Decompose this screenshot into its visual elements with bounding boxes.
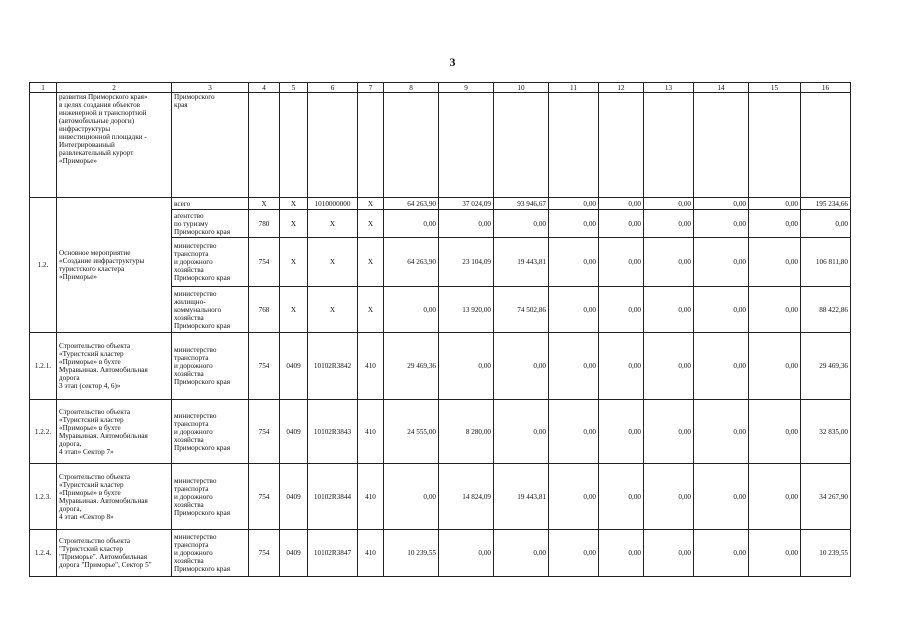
value-cell: 0,00 xyxy=(644,210,694,238)
value-cell: 32 835,00 xyxy=(801,400,851,464)
executor-cell: Приморского края xyxy=(172,93,249,198)
value-cell: 0,00 xyxy=(599,287,644,333)
header-cell: 2 xyxy=(57,83,172,93)
value-cell: 14 824,09 xyxy=(439,464,494,530)
value-cell: Х xyxy=(280,287,308,333)
table-row xyxy=(30,198,851,210)
value-cell: Х xyxy=(358,238,384,287)
value-cell: 106 811,80 xyxy=(801,238,851,287)
value-cell: 93 946,67 xyxy=(494,198,549,210)
header-cell: 5 xyxy=(280,83,308,93)
value-cell: 0,00 xyxy=(644,287,694,333)
table-row xyxy=(30,464,851,530)
header-cell: 9 xyxy=(439,83,494,93)
value-cell: 0,00 xyxy=(694,400,749,464)
value-cell: 410 xyxy=(358,530,384,577)
empty-cell xyxy=(249,93,280,198)
value-cell: 0,00 xyxy=(749,238,801,287)
value-cell: 0,00 xyxy=(549,198,599,210)
header-cell: 3 xyxy=(172,83,249,93)
value-cell: 0,00 xyxy=(549,400,599,464)
value-cell: 10 239,55 xyxy=(801,530,851,577)
value-cell: 0,00 xyxy=(644,530,694,577)
value-cell: 0,00 xyxy=(644,198,694,210)
row-number-cell: 1.2.3. xyxy=(30,464,57,530)
executor-cell: министерство транспорта и дорожного хозяйства Приморского края xyxy=(172,400,249,464)
empty-cell xyxy=(358,93,384,198)
value-cell: 0,00 xyxy=(599,198,644,210)
row-number-cell xyxy=(30,93,57,198)
value-cell: 0,00 xyxy=(749,198,801,210)
value-cell: 0,00 xyxy=(749,333,801,400)
value-cell: 1010000000 xyxy=(308,198,358,210)
empty-cell xyxy=(801,93,851,198)
executor-cell: министерство транспорта и дорожного хозяйства Приморского края xyxy=(172,464,249,530)
row-number-cell: 1.2.4. xyxy=(30,530,57,577)
header-cell: 11 xyxy=(549,83,599,93)
value-cell: 768 xyxy=(249,287,280,333)
header-cell: 14 xyxy=(694,83,749,93)
value-cell: 0409 xyxy=(280,333,308,400)
value-cell: 0,00 xyxy=(644,333,694,400)
empty-cell xyxy=(644,93,694,198)
value-cell: Х xyxy=(358,210,384,238)
table-row xyxy=(30,400,851,464)
value-cell: 195 234,66 xyxy=(801,198,851,210)
value-cell: 0,00 xyxy=(439,210,494,238)
value-cell: 0,00 xyxy=(694,210,749,238)
value-cell: 10102R3844 xyxy=(308,464,358,530)
value-cell: 19 443,81 xyxy=(494,464,549,530)
value-cell: 0,00 xyxy=(694,333,749,400)
value-cell: 0,00 xyxy=(599,238,644,287)
value-cell: Х xyxy=(358,287,384,333)
value-cell: 0409 xyxy=(280,464,308,530)
value-cell: 10102R3842 xyxy=(308,333,358,400)
value-cell: 0,00 xyxy=(494,333,549,400)
header-cell: 10 xyxy=(494,83,549,93)
value-cell: 0409 xyxy=(280,400,308,464)
value-cell: 754 xyxy=(249,333,280,400)
activity-name-cell: Строительство объекта «Туристский кластер «Приморье» в бухте Муравьиная. Автомобильная дорога, 4 этап «Сектор 8» xyxy=(57,464,172,530)
value-cell: 0,00 xyxy=(644,400,694,464)
header-cell: 6 xyxy=(308,83,358,93)
empty-cell xyxy=(439,93,494,198)
value-cell: 754 xyxy=(249,238,280,287)
value-cell: 780 xyxy=(249,210,280,238)
value-cell: Х xyxy=(280,210,308,238)
value-cell: 0,00 xyxy=(384,287,439,333)
value-cell: 0,00 xyxy=(694,287,749,333)
value-cell: 754 xyxy=(249,400,280,464)
value-cell: 0,00 xyxy=(749,530,801,577)
value-cell: 0,00 xyxy=(549,287,599,333)
value-cell: 74 502,86 xyxy=(494,287,549,333)
value-cell: 0,00 xyxy=(549,238,599,287)
value-cell: 13 920,00 xyxy=(439,287,494,333)
header-cell: 7 xyxy=(358,83,384,93)
executor-cell: агентство по туризму Приморского края xyxy=(172,210,249,238)
table-row xyxy=(30,530,851,577)
activity-name-cell: Основное мероприятие «Создание инфраструктуры туристского кластера «Приморье» xyxy=(57,198,172,333)
value-cell: 0,00 xyxy=(749,210,801,238)
value-cell: 0,00 xyxy=(549,530,599,577)
empty-cell xyxy=(308,93,358,198)
row-number-cell: 1.2.1. xyxy=(30,333,57,400)
header-cell: 1 xyxy=(30,83,57,93)
value-cell: 10 239,55 xyxy=(384,530,439,577)
value-cell: 410 xyxy=(358,333,384,400)
header-cell: 13 xyxy=(644,83,694,93)
value-cell: 0,00 xyxy=(439,333,494,400)
header-cell: 12 xyxy=(599,83,644,93)
value-cell: 0,00 xyxy=(599,400,644,464)
value-cell: 0,00 xyxy=(694,198,749,210)
value-cell: 0,00 xyxy=(494,210,549,238)
activity-name-cell: Строительство объекта «Туристский кластер «Приморье» в бухте Муравьиная. Автомобильная дорога, 4 этап» Сектор 7» xyxy=(57,400,172,464)
value-cell: 0,00 xyxy=(549,464,599,530)
value-cell: 0,00 xyxy=(694,530,749,577)
page-number: 3 xyxy=(449,55,456,69)
value-cell: 0,00 xyxy=(599,333,644,400)
header-cell: 15 xyxy=(749,83,801,93)
empty-cell xyxy=(599,93,644,198)
value-cell: Х xyxy=(308,238,358,287)
budget-table xyxy=(29,82,851,577)
value-cell: 0,00 xyxy=(644,464,694,530)
value-cell: 0,00 xyxy=(599,464,644,530)
continuation-row xyxy=(30,93,851,198)
value-cell: 0,00 xyxy=(494,400,549,464)
row-number-cell: 1.2.2. xyxy=(30,400,57,464)
value-cell: 0,00 xyxy=(694,464,749,530)
value-cell: 29 469,36 xyxy=(384,333,439,400)
value-cell: Х xyxy=(308,287,358,333)
value-cell: 24 555,00 xyxy=(384,400,439,464)
value-cell: 0,00 xyxy=(384,464,439,530)
value-cell: 0,00 xyxy=(549,333,599,400)
value-cell: 410 xyxy=(358,464,384,530)
value-cell: 64 263,90 xyxy=(384,198,439,210)
value-cell: 0,00 xyxy=(494,530,549,577)
value-cell: 88 422,86 xyxy=(801,287,851,333)
value-cell: 0,00 xyxy=(384,210,439,238)
header-cell: 16 xyxy=(801,83,851,93)
header-row xyxy=(30,83,851,93)
value-cell: 0,00 xyxy=(694,238,749,287)
value-cell: 0,00 xyxy=(749,464,801,530)
value-cell: Х xyxy=(358,198,384,210)
value-cell: 10102R3843 xyxy=(308,400,358,464)
value-cell: Х xyxy=(308,210,358,238)
value-cell: 0,00 xyxy=(801,210,851,238)
value-cell: 754 xyxy=(249,464,280,530)
executor-cell: всего xyxy=(172,198,249,210)
value-cell: 37 024,09 xyxy=(439,198,494,210)
empty-cell xyxy=(494,93,549,198)
value-cell: 10102R3847 xyxy=(308,530,358,577)
header-cell: 8 xyxy=(384,83,439,93)
value-cell: 0,00 xyxy=(549,210,599,238)
value-cell: Х xyxy=(280,238,308,287)
row-number-cell: 1.2. xyxy=(30,198,57,333)
value-cell: 0,00 xyxy=(439,530,494,577)
empty-cell xyxy=(749,93,801,198)
activity-name-cell: Строительство объекта «Туристский кластер «Приморье» в бухте Муравьиная. Автомобильная дорога 3 этап (сектор 4, 6)» xyxy=(57,333,172,400)
value-cell: 0409 xyxy=(280,530,308,577)
value-cell: Х xyxy=(280,198,308,210)
value-cell: 34 267,90 xyxy=(801,464,851,530)
value-cell: 29 469,36 xyxy=(801,333,851,400)
value-cell: 23 104,09 xyxy=(439,238,494,287)
activity-name-cell: развития Приморского края» в целях создания объектов инженерной и транспортной (автомобильные дороги) инфраструктуры инвестиционной площадки - Интегрированный развлекательный курорт «Приморье» xyxy=(57,93,172,198)
value-cell: 0,00 xyxy=(599,530,644,577)
value-cell: 19 443,81 xyxy=(494,238,549,287)
executor-cell: министерство транспорта и дорожного хозяйства Приморского края xyxy=(172,333,249,400)
value-cell: 0,00 xyxy=(749,400,801,464)
value-cell: 0,00 xyxy=(749,287,801,333)
value-cell: 0,00 xyxy=(644,238,694,287)
executor-cell: министерство транспорта и дорожного хозяйства Приморского края xyxy=(172,238,249,287)
value-cell: 410 xyxy=(358,400,384,464)
empty-cell xyxy=(694,93,749,198)
value-cell: 0,00 xyxy=(599,210,644,238)
executor-cell: министерство транспорта и дорожного хозяйства Приморского края xyxy=(172,530,249,577)
value-cell: 64 263,90 xyxy=(384,238,439,287)
header-cell: 4 xyxy=(249,83,280,93)
table-row xyxy=(30,333,851,400)
empty-cell xyxy=(549,93,599,198)
value-cell: 8 280,00 xyxy=(439,400,494,464)
empty-cell xyxy=(280,93,308,198)
executor-cell: министерство жилищно- коммунального хозяйства Приморского края xyxy=(172,287,249,333)
activity-name-cell: Строительство объекта "Туристский кластер "Приморье". Автомобильная дорога "Приморье", Сектор 5" xyxy=(57,530,172,577)
empty-cell xyxy=(384,93,439,198)
value-cell: 754 xyxy=(249,530,280,577)
value-cell: Х xyxy=(249,198,280,210)
